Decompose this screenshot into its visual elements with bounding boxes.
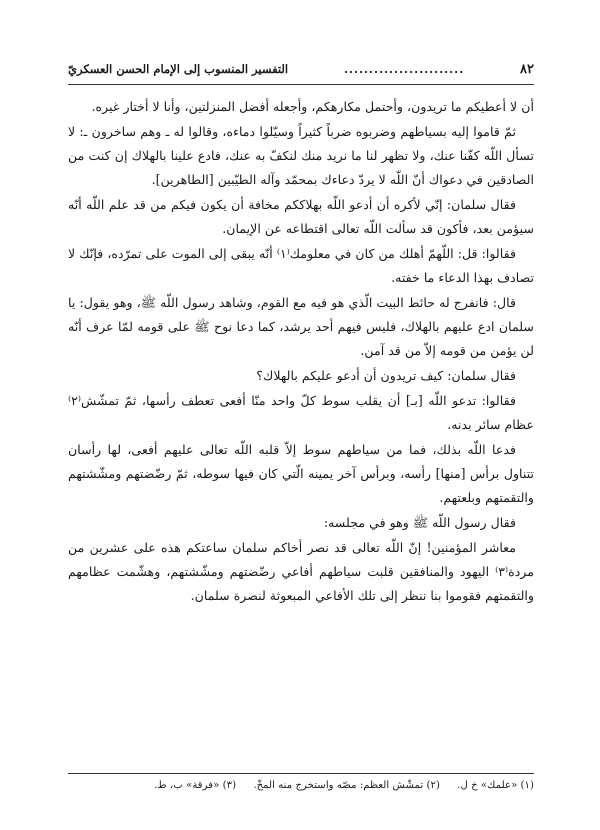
paragraph: قال: فانفرج له حائط البيت الّذي هو فيه مع القوم، وشاهد رسول اللّه ﷺ، وهو يقول: يا سلمان ادع عليهم بالهلاك، فليس فيهم أحد يرشد، كما دعا نوح ﷺ على قومه لمّا عرف أنّه لن يؤمن من قومه إلاّ من قد آمن. xyxy=(68,295,534,358)
paragraph: فقالوا: قل: اللّهمّ أهلك من كان في معلومك⁽١⁾ أنّه يبقى إلى الموت على تمرّده، فإنّك لا تصادف بهذا الدعاء ما خفته. xyxy=(68,246,534,285)
paragraph: فقالوا: تدعو اللّه [بـ] أن يقلب سوط كلّ واحد منّا أفعى تعطف رأسها، ثمّ تمشّش⁽٢⁾ عظام سائر بدنه. xyxy=(68,393,534,432)
paragraph: فقال سلمان: كيف تريدون أن أدعو عليكم بالهلاك؟ xyxy=(256,368,516,383)
paragraph: فدعا اللّه بذلك، فما من سياطهم سوط إلاّ قلبه اللّه تعالى عليهم أفعى، لها رأسان تتناول برأس [منها] رأسه، وبرأس آخر يمينه الّتي كان فيها سوطه، ثمّ رضّضتهم ومشّشتهم والتقمتهم وبلعتهم. xyxy=(68,442,534,505)
footnotes xyxy=(68,773,534,794)
paragraph: معاشر المؤمنين! إنّ اللّه تعالى قد نصر أخاكم سلمان ساعتكم هذه على عشرين من مردة⁽٣⁾ اليهود والمنافقين قلبت سياطهم أفاعي رضّضتهم ومشّشتهم، وهشّمت عظامهم والتقمتهم فقوموا بنا ننظر إلى تلك الأفاعي المبعوثة لنصرة سلمان. xyxy=(68,540,534,603)
paragraph: أن لا أعطيكم ما تريدون، وأحتمل مكارهكم، وأجعله أفضل المنزلتين، وأنا لا أختار غيره. xyxy=(91,99,534,114)
document-page xyxy=(68,62,534,609)
footnote: (١) «علمك» خ ل. xyxy=(457,780,534,791)
running-title: التفسير المنسوب إلى الإمام الحسن العسكريّ xyxy=(68,62,289,76)
page-number: ٨٢ xyxy=(520,62,534,77)
paragraph: ثمّ قاموا إليه بسياطهم وضربوه ضرباً كثيراً وسيّلوا دماءه، وقالوا له ـ وهم ساخرون ـ: لا تسأل اللّه كفّنا عنك، ولا تظهر لنا ما نريد منك لنكفّ به عنك، فادع علينا بالهلاك إن كنت من الصادقين في دعواك أنّ اللّه لا يردّ دعاءك بمحمّد وآله الطيّبين [الطاهرين]. xyxy=(68,124,534,187)
header-dots: ........................ xyxy=(344,62,465,76)
page-body xyxy=(68,95,534,608)
paragraph: فقال سلمان: إنّي لأكره أن أدعو اللّه بهلاككم مخافة أن يكون فيكم من قد علم اللّه أنّه سيؤمن بعد، فأكون قد سألت اللّه تعالى اقتطاعه عن الإيمان. xyxy=(68,197,534,236)
paragraph: فقال رسول اللّه ﷺ وهو في مجلسه: xyxy=(323,515,516,530)
footnote: (٣) «فرقة» ب، ط. xyxy=(154,780,237,791)
page-header xyxy=(68,62,534,85)
footnote: (٢) تمشّش العظم: مصّه واستخرج منه المخّ. xyxy=(253,780,440,791)
